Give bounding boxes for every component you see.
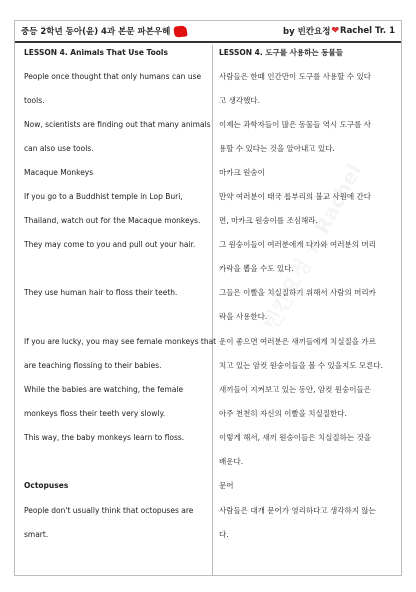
credit-author: by 빈칸요정 (283, 27, 331, 37)
heart-icon: ❤ (331, 26, 340, 36)
english-line: smart. (24, 530, 49, 539)
english-line: This way, the baby monkeys learn to floss. (24, 433, 185, 442)
korean-line: 새끼들이 지켜보고 있는 동안, 암컷 원숭이들은 (219, 385, 371, 394)
worksheet-page (14, 20, 402, 576)
korean-line: 이렇게 해서, 새끼 원숭이들은 치실질하는 것을 (219, 433, 371, 442)
korean-line: 그 원숭이들이 여러분에게 다가와 여러분의 머리 (219, 240, 376, 249)
english-line: Thailand, watch out for the Macaque monkeys. (24, 216, 201, 225)
english-line: People don't usually think that octopuses are (24, 506, 194, 515)
korean-line: 치고 있는 암컷 원숭이들을 볼 수 있을지도 모른다. (219, 361, 383, 370)
header-title-group (21, 25, 187, 37)
english-line: Now, scientists are finding out that many animals (24, 120, 211, 129)
english-heading: LESSON 4. Animals That Use Tools (24, 48, 168, 57)
korean-line: 운이 좋으면 여러분은 새끼들에게 치실질을 가르 (219, 337, 376, 346)
korean-subheading: 문어 (219, 481, 234, 490)
header-title: 중등 2학년 동아(윤) 4과 본문 파본우헤 (21, 27, 171, 37)
korean-line: 다. (219, 530, 229, 539)
korean-line: 고 생각했다. (219, 96, 260, 105)
credit-name: Rachel Tr. 1 (340, 26, 395, 36)
korean-line: 마카크 원숭이 (219, 168, 265, 177)
korean-line: 사람들은 대개 문어가 영리하다고 생각하지 않는 (219, 506, 376, 515)
english-line: monkeys floss their teeth very slowly. (24, 409, 166, 418)
korean-line: 이제는 과학자들이 많은 동물들 역시 도구를 사 (219, 120, 371, 129)
english-line: They may come to you and pull out your hair. (24, 240, 196, 249)
korean-line: 용할 수 있다는 것을 알아내고 있다. (219, 144, 335, 153)
english-line: They use human hair to floss their teeth. (24, 288, 178, 297)
korean-line: 만약 여러분이 태국 롭부리의 불교 사원에 간다 (219, 192, 371, 201)
korean-line: 사람들은 한때 인간만이 도구를 사용할 수 있다 (219, 72, 371, 81)
korean-line: 락을 사용한다. (219, 312, 268, 321)
english-line: People once thought that only humans can use (24, 72, 202, 81)
korean-line: 아주 천천히 자신의 이빨을 치실질한다. (219, 409, 347, 418)
korean-line: 면, 마카크 원숭이를 조심해라. (219, 216, 318, 225)
english-line: Macaque Monkeys (24, 168, 94, 177)
korean-line: 배운다. (219, 457, 244, 466)
header-credit (283, 25, 395, 37)
english-line: are teaching flossing to their babies. (24, 361, 162, 370)
korean-line: 그들은 이빨을 치실질하기 위해서 사람의 머리카 (219, 288, 376, 297)
english-line: If you are lucky, you may see female monkeys that (24, 337, 217, 346)
korean-heading: LESSON 4. 도구를 사용하는 동물들 (219, 48, 343, 57)
red-stamp-icon (174, 25, 188, 37)
english-line: While the babies are watching, the female (24, 385, 184, 394)
page-header (15, 21, 401, 43)
english-line: tools. (24, 96, 45, 105)
english-subheading: Octopuses (24, 481, 69, 490)
english-line: If you go to a Buddhist temple in Lop Buri, (24, 192, 183, 201)
korean-line: 카락을 뽑을 수도 있다. (219, 264, 294, 273)
english-line: can also use tools. (24, 144, 94, 153)
